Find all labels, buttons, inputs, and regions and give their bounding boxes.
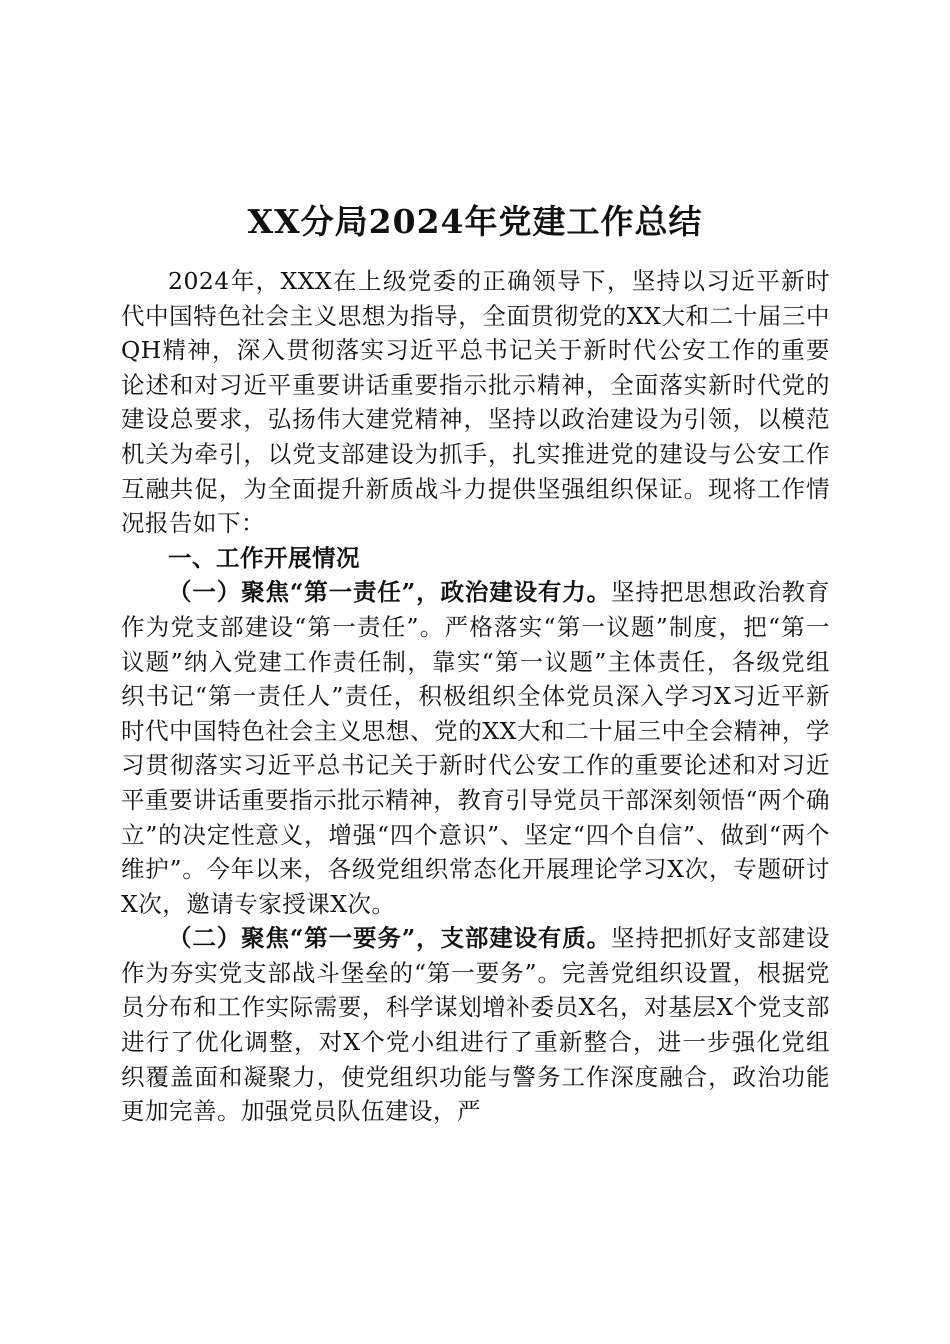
intro-paragraph: 2024年，XXX在上级党委的正确领导下，坚持以习近平新时代中国特色社会主义思想为指导，全面贯彻党的XX大和二十届三中QH精神，深入贯彻落实习近平总书记关于新时代公安工作的重要论述和对习近平重要讲话重要指示批示精神，全面落实新时代党的建设总要求，弘扬伟大建党精神，坚持以政治建设为引领，以模范机关为牵引，以党支部建设为抓手，扎实推进党的建设与公安工作互融共促，为全面提升新质战斗力提供坚强组织保证。现将工作情况报告如下： bbox=[121, 267, 830, 538]
item-lead-2: （二）聚焦“第一要务”，支部建设有质。 bbox=[168, 924, 612, 953]
document-body bbox=[121, 264, 830, 1129]
item-paragraph-2 bbox=[121, 921, 830, 1129]
item-paragraph-1 bbox=[121, 575, 830, 921]
section-heading: 一、工作开展情况 bbox=[168, 543, 360, 572]
item-body-2: 坚持把抓好支部建设作为夯实党支部战斗堡垒的“第一要务”。完善党组织设置，根据党员分布和工作实际需要，科学谋划增补委员X名，对基层X个党支部进行了优化调整，对X个党小组进行了重新整合，进一步强化党组织覆盖面和凝聚力，使党组织功能与警务工作深度融合，政治功能更加完善。加强党员队伍建设，严 bbox=[121, 924, 830, 1126]
item-body-1: 坚持把思想政治教育作为党支部建设“第一责任”。严格落实“第一议题”制度，把“第一议题”纳入党建工作责任制，靠实“第一议题”主体责任，各级党组织书记“第一责任人”责任，积极组织全体党员深入学习X习近平新时代中国特色社会主义思想、党的XX大和二十届三中全会精神，学习贯彻落实习近平总书记关于新时代公安工作的重要论述和对习近平重要讲话重要指示批示精神，教育引导党员干部深刻领悟“两个确立”的决定性意义，增强“四个意识”、坚定“四个自信”、做到“两个维护”。今年以来，各级党组织常态化开展理论学习X次，专题研讨X次，邀请专家授课X次。 bbox=[121, 578, 830, 918]
item-lead-1: （一）聚焦“第一责任”，政治建设有力。 bbox=[168, 578, 612, 607]
document-title: XX分局2024年党建工作总结 bbox=[247, 202, 703, 241]
